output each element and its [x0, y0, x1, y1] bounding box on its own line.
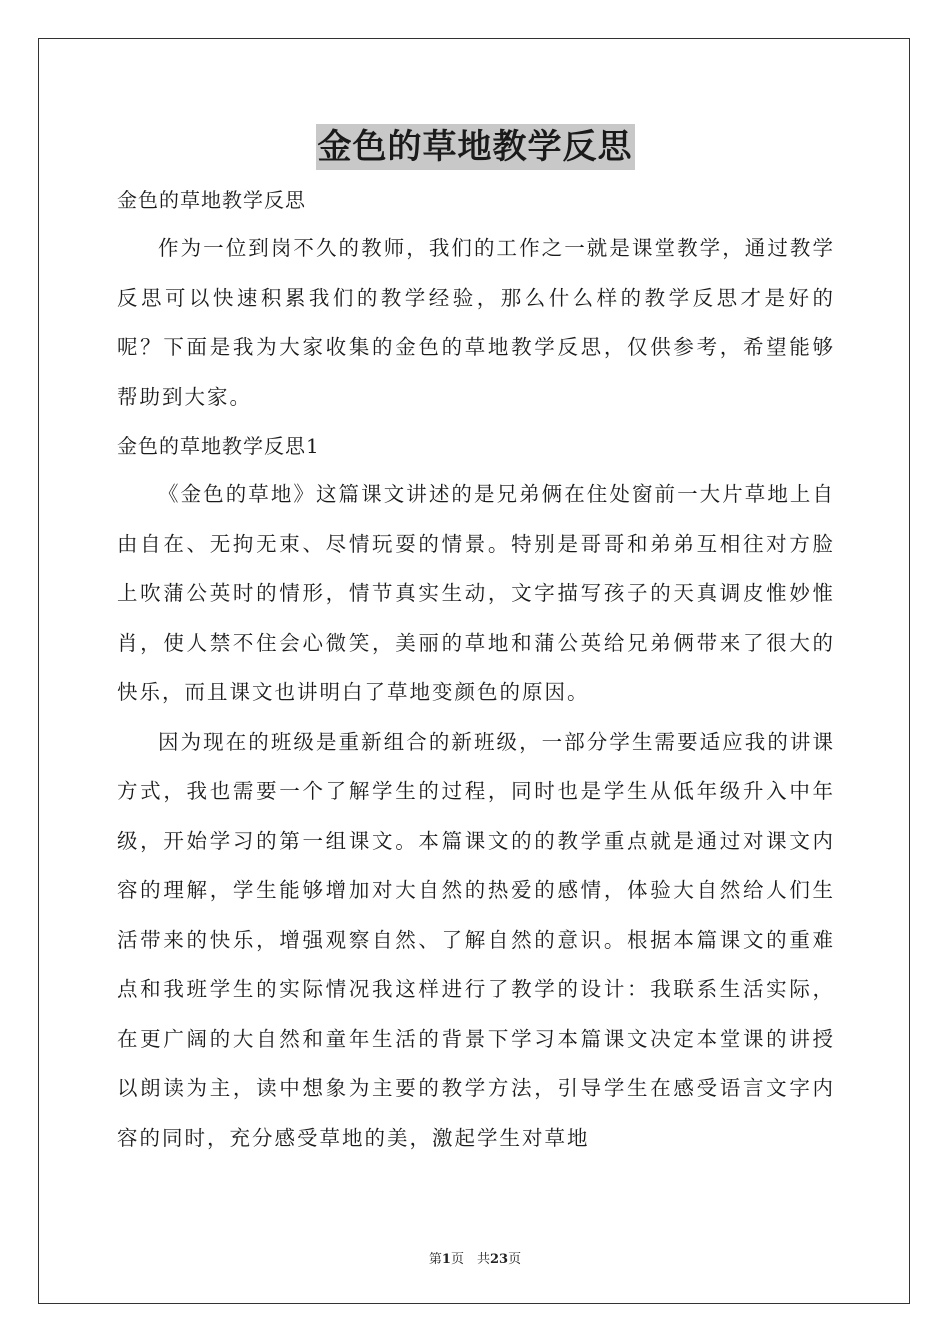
page-footer: [0, 1248, 950, 1267]
footer-page-suffix: 页: [508, 1252, 522, 1267]
footer-page-prefix: 第: [428, 1252, 442, 1267]
section1-paragraph-2: 因为现在的班级是重新组合的新班级，一部分学生需要适应我的讲课方式，我也需要一个了解学生的过程，同时也是学生从低年级升入中年级，开始学习的第一组课文。本篇课文的的教学重点就是通过对课文内容的理解，学生能够增加对大自然的热爱的感情，体验大自然给人们生活带来的快乐，增强观察自然、了解自然的意识。根据本篇课文的重难点和我班学生的实际情况我这样进行了教学的设计：我联系生活实际，在更广阔的大自然和童年生活的背景下学习本篇课文决定本堂课的讲授以朗读为主，读中想象为主要的教学方法，引导学生在感受语言文字内容的同时，充分感受草地的美，激起学生对草地: [117, 729, 835, 1150]
intro-paragraph: 作为一位到岗不久的教师，我们的工作之一就是课堂教学，通过教学反思可以快速积累我们的教学经验，那么什么样的教学反思才是好的呢？下面是我为大家收集的金色的草地教学反思，仅供参考，希望能够帮助到大家。: [117, 236, 835, 409]
footer-page-current: 1: [441, 1252, 451, 1267]
section1-paragraph-1: 《金色的草地》这篇课文讲述的是兄弟俩在住处窗前一大片草地上自由自在、无拘无束、尽情玩耍的情景。特别是哥哥和弟弟互相往对方脸上吹蒲公英时的情形，情节真实生动，文字描写孩子的天真调皮惟妙惟肖，使人禁不住会心微笑，美丽的草地和蒲公英给兄弟俩带来了很大的快乐，而且课文也讲明白了草地变颜色的原因。: [117, 482, 835, 704]
footer-page-total: 23: [489, 1252, 509, 1267]
document-title: [0, 124, 950, 170]
section1-heading: 金色的草地教学反思1: [117, 434, 320, 458]
footer-page-mid: 页 共: [450, 1252, 490, 1267]
intro-heading: 金色的草地教学反思: [117, 188, 306, 212]
document-body: [117, 176, 835, 1163]
document-title-text: 金色的草地教学反思: [316, 124, 635, 170]
